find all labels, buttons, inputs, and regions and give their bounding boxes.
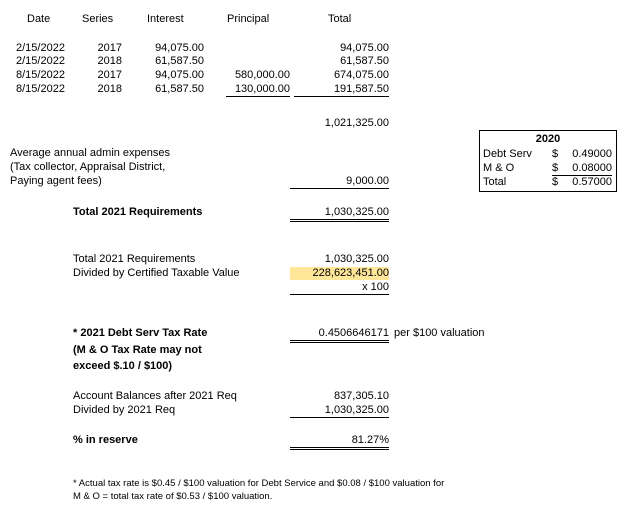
row-total: 191,587.50 (294, 83, 389, 97)
calc-label-2: Divided by Certified Taxable Value (73, 267, 240, 279)
tax-rate-suffix: per $100 valuation (394, 327, 485, 339)
row-total: 61,587.50 (340, 55, 389, 67)
balance-value-2: 1,030,325.00 (290, 404, 389, 418)
row-date: 2/15/2022 (16, 55, 65, 67)
box-row-value: 0.57000 (572, 176, 612, 188)
row-total: 674,075.00 (333, 69, 389, 81)
reserve-value: 81.27% (290, 434, 389, 450)
multiplier: x 100 (290, 281, 389, 295)
box-row-currency: $ (552, 176, 559, 188)
footnote-line-1: * Actual tax rate is $0.45 / $100 valuation for Debt Service and $0.08 / $100 valuation for (73, 478, 445, 489)
calc-label-1: Total 2021 Requirements (73, 253, 196, 265)
row-date: 8/15/2022 (16, 83, 65, 95)
tax-rate-label-3: exceed $.10 / $100) (73, 360, 173, 372)
box-row-value: 0.49000 (572, 148, 612, 160)
calc-value-1: 1,030,325.00 (324, 253, 389, 265)
row-series: 2018 (97, 83, 122, 95)
box-row-label: Debt Serv (483, 148, 532, 160)
subtotal-value: 1,021,325.00 (324, 117, 389, 129)
balance-label-1: Account Balances after 2021 Req (73, 390, 237, 402)
row-series: 2018 (97, 55, 122, 67)
row-interest: 94,075.00 (155, 69, 204, 81)
row-date: 2/15/2022 (16, 42, 65, 54)
rates-2020-box (479, 130, 617, 192)
total-req-value: 1,030,325.00 (290, 206, 389, 222)
total-req-label: Total 2021 Requirements (73, 206, 203, 218)
row-principal: 130,000.00 (226, 83, 290, 97)
box-row-currency: $ (552, 148, 559, 160)
box-year: 2020 (535, 133, 561, 145)
admin-label-1: Average annual admin expenses (10, 147, 171, 159)
balance-value-1: 837,305.10 (333, 390, 389, 402)
certified-taxable-value: 228,623,451.00 (290, 267, 389, 280)
row-total: 94,075.00 (340, 42, 389, 54)
reserve-label: % in reserve (73, 434, 138, 446)
footnote-line-2: M & O = total tax rate of $0.53 / $100 valuation. (73, 491, 273, 502)
admin-label-2: (Tax collector, Appraisal District, (10, 161, 166, 173)
box-row-label: M & O (483, 162, 515, 174)
row-interest: 94,075.00 (155, 42, 204, 54)
admin-amount: 9,000.00 (290, 175, 389, 189)
admin-label-3: Paying agent fees) (10, 175, 102, 187)
row-date: 8/15/2022 (16, 69, 65, 81)
row-principal: 580,000.00 (234, 69, 290, 81)
tax-rate-label-2: (M & O Tax Rate may not (73, 344, 202, 356)
header-interest: Interest (147, 13, 184, 25)
header-date: Date (27, 13, 51, 25)
balance-label-2: Divided by 2021 Req (73, 404, 176, 416)
box-row-currency: $ (552, 162, 612, 176)
tax-rate-label-1: * 2021 Debt Serv Tax Rate (73, 327, 208, 339)
row-series: 2017 (97, 42, 122, 54)
header-total: Total (328, 13, 352, 25)
box-row-value: 0.08000 (572, 162, 612, 174)
row-series: 2017 (97, 69, 122, 81)
tax-rate-value: 0.4506646171 (290, 327, 389, 343)
header-principal: Principal (227, 13, 270, 25)
header-series: Series (82, 13, 114, 25)
row-interest: 61,587.50 (155, 83, 204, 95)
box-row-label: Total (483, 176, 507, 188)
row-interest: 61,587.50 (155, 55, 204, 67)
